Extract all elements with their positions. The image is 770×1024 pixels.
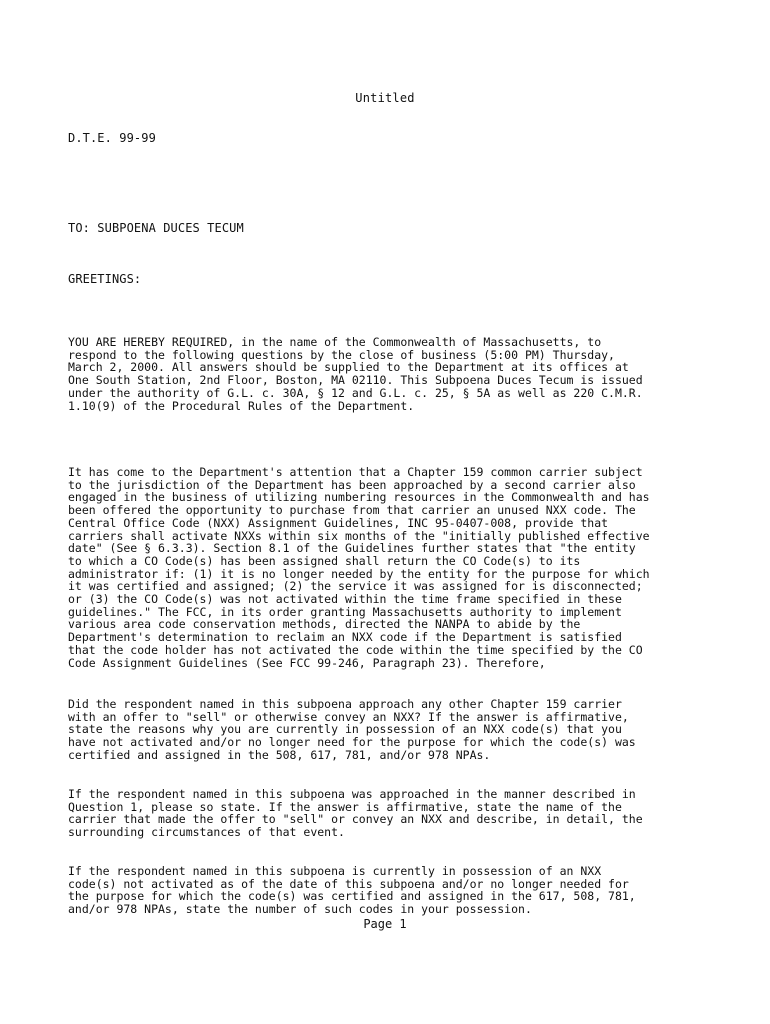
text-line: surrounding circumstances of that event. [68, 825, 345, 840]
text-line: under the authority of G.L. c. 30A, § 12 and G.L. c. 25, § 5A as well as 220 C.M.R. [68, 385, 643, 400]
text-line: that the code holder has not activated the code within the time specified by the CO [68, 642, 643, 657]
text-line: have not activated and/or no longer need for the purpose for which the code(s) was [68, 735, 636, 750]
question-3 [68, 865, 708, 916]
docket-number: D.T.E. 99-99 [68, 131, 156, 145]
text-line: to which a CO Code(s) has been assigned shall return the CO Code(s) to its [68, 553, 581, 568]
text-line: Question 1, please so state. If the answer is affirmative, state the name of the [68, 799, 622, 814]
page-number: Page 1 [363, 917, 407, 931]
text-line: It has come to the Department's attention that a Chapter 159 common carrier subject [68, 465, 643, 479]
text-line: various area code conservation methods, directed the NANPA to abide by the [68, 617, 581, 632]
question-2 [68, 788, 708, 839]
text-line: Central Office Code (NXX) Assignment Guidelines, INC 95-0407-008, provide that [68, 515, 609, 530]
text-line: with an offer to "sell" or otherwise convey an NXX? If the answer is affirmative, [68, 709, 629, 724]
paragraph-background [68, 466, 708, 669]
text-line: respond to the following questions by the close of business (5:00 PM) Thursday, [68, 347, 615, 362]
text-line: administrator if: (1) it is no longer needed by the entity for the purpose for which [68, 566, 650, 581]
text-line: been offered the opportunity to purchase from that carrier an unused NXX code. The [68, 503, 636, 518]
paragraph-required [68, 336, 708, 412]
text-line: the purpose for which the code(s) was certified and assigned in the 617, 508, 781, [68, 889, 636, 904]
text-line: 1.10(9) of the Procedural Rules of the Department. [68, 398, 415, 413]
text-line: state the reasons why you are currently in possession of an NXX code(s) that you [68, 722, 622, 737]
text-line: and/or 978 NPAs, state the number of such codes in your possession. [68, 902, 532, 917]
text-line: code(s) not activated as of the date of this subpoena and/or no longer needed for [68, 876, 629, 891]
text-line: carriers shall activate NXXs within six months of the "initially published effective [68, 528, 650, 543]
text-line: guidelines." The FCC, in its order granting Massachusetts authority to implement [68, 604, 622, 619]
addressee-line: TO: SUBPOENA DUCES TECUM [68, 221, 244, 235]
text-line: Did the respondent named in this subpoena approach any other Chapter 159 carrier [68, 697, 622, 711]
text-line: Code Assignment Guidelines (See FCC 99-246, Paragraph 23). Therefore, [68, 655, 546, 670]
text-line: it was certified and assigned; (2) the service it was assigned for is disconnected; [68, 579, 643, 594]
question-1 [68, 698, 708, 762]
text-line: If the respondent named in this subpoena was approached in the manner described in [68, 787, 636, 801]
text-line: One South Station, 2nd Floor, Boston, MA 02110. This Subpoena Duces Tecum is issued [68, 373, 643, 388]
text-line: Department's determination to reclaim an NXX code if the Department is satisfied [68, 630, 622, 645]
text-line: to the jurisdiction of the Department has been approached by a second carrier also [68, 477, 636, 492]
text-line: date" (See § 6.3.3). Section 8.1 of the Guidelines further states that "the entity [68, 541, 636, 556]
document-title: Untitled [355, 91, 415, 105]
text-line: YOU ARE HEREBY REQUIRED, in the name of the Commonwealth of Massachusetts, to [68, 335, 602, 349]
text-line: or (3) the CO Code(s) was not activated within the time frame specified in these [68, 592, 622, 607]
greeting-line: GREETINGS: [68, 272, 142, 286]
text-line: If the respondent named in this subpoena is currently in possession of an NXX [68, 864, 602, 878]
text-line: certified and assigned in the 508, 617, 781, and/or 978 NPAs. [68, 747, 491, 762]
text-line: March 2, 2000. All answers should be supplied to the Department at its offices at [68, 360, 629, 375]
text-line: engaged in the business of utilizing numbering resources in the Commonwealth and has [68, 490, 650, 505]
text-line: carrier that made the offer to "sell" or convey an NXX and describe, in detail, the [68, 812, 643, 827]
